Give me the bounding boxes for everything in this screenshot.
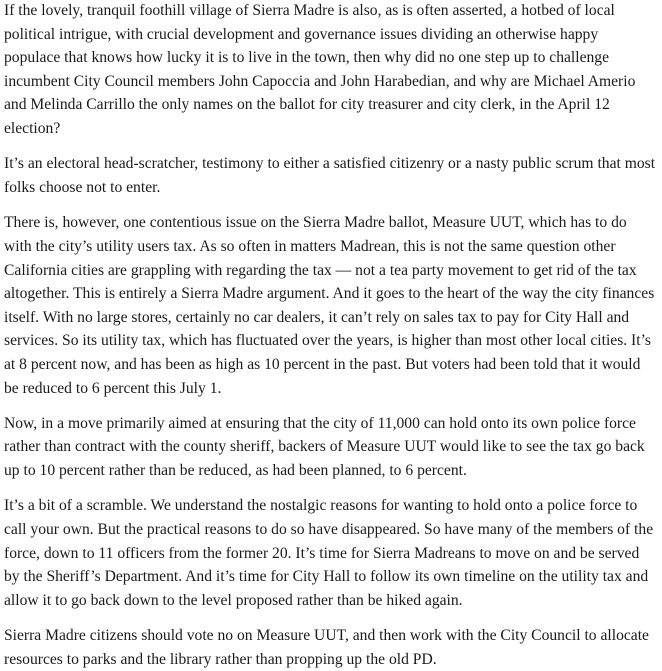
paragraph-police-force: Now, in a move primarily aimed at ensuring that the city of 11,000 can hold onto its own police force rather than contract with the county sheriff, backers of Measure UUT would like to see the tax go back up to 10 percent rather than be reduced, as had been planned, to 6 percent. xyxy=(4,414,645,480)
paragraph-village-intrigue: If the lovely, tranquil foothill village of Sierra Madre is also, as is often asserted, a hotbed of local political intrigue, with crucial development and governance issues dividing an otherwise happy populace that knows how lucky it is to live in the town, then why did no one step up to challenge incumbent City Council members John Capoccia and John Harabedian, and why are Michael Amerio and Melinda Carrillo the only names on the ballot for city treasurer and city clerk, in the April 12 election? xyxy=(4,2,636,137)
paragraph-vote-no: Sierra Madre citizens should vote no on Measure UUT, and then work with the City Council to allocate resources to parks and the library rather than propping up the old PD. xyxy=(4,627,649,668)
paragraph-head-scratcher: It’s an electoral head-scratcher, testimony to either a satisfied citizenry or a nasty public scrum that most folks choose not to enter. xyxy=(4,155,656,196)
paragraph-measure-uut: There is, however, one contentious issue on the Sierra Madre ballot, Measure UUT, which has to do with the city’s utility users tax. As so often in matters Madrean, this is not the same question other California cities are grappling with regarding the tax — not a tea party movement to get rid of the tax altogether. This is entirely a Sierra Madre argument. And it goes to the heart of the way the city finances itself. With no large stores, certainly no car dealers, it can’t rely on sales tax to pay for City Hall and services. So its utility tax, which has fluctuated over the years, is higher than most other local cities. It’s at 8 percent now, and has been as high as 10 percent in the past. But voters had been told that it would be reduced to 6 percent this July 1. xyxy=(4,214,655,397)
paragraph-scramble: It’s a bit of a scramble. We understand the nostalgic reasons for wanting to hold onto a police force to call your own. But the practical reasons to do so have disappeared. So have many of the members of the force, down to 11 officers from the former 20. It’s time for Sierra Madreans to move on and be served by the Sheriff’s Department. And it’s time for City Hall to follow its own timeline on the utility tax and allow it to go back down to the level proposed rather than be hiked again. xyxy=(4,497,654,609)
